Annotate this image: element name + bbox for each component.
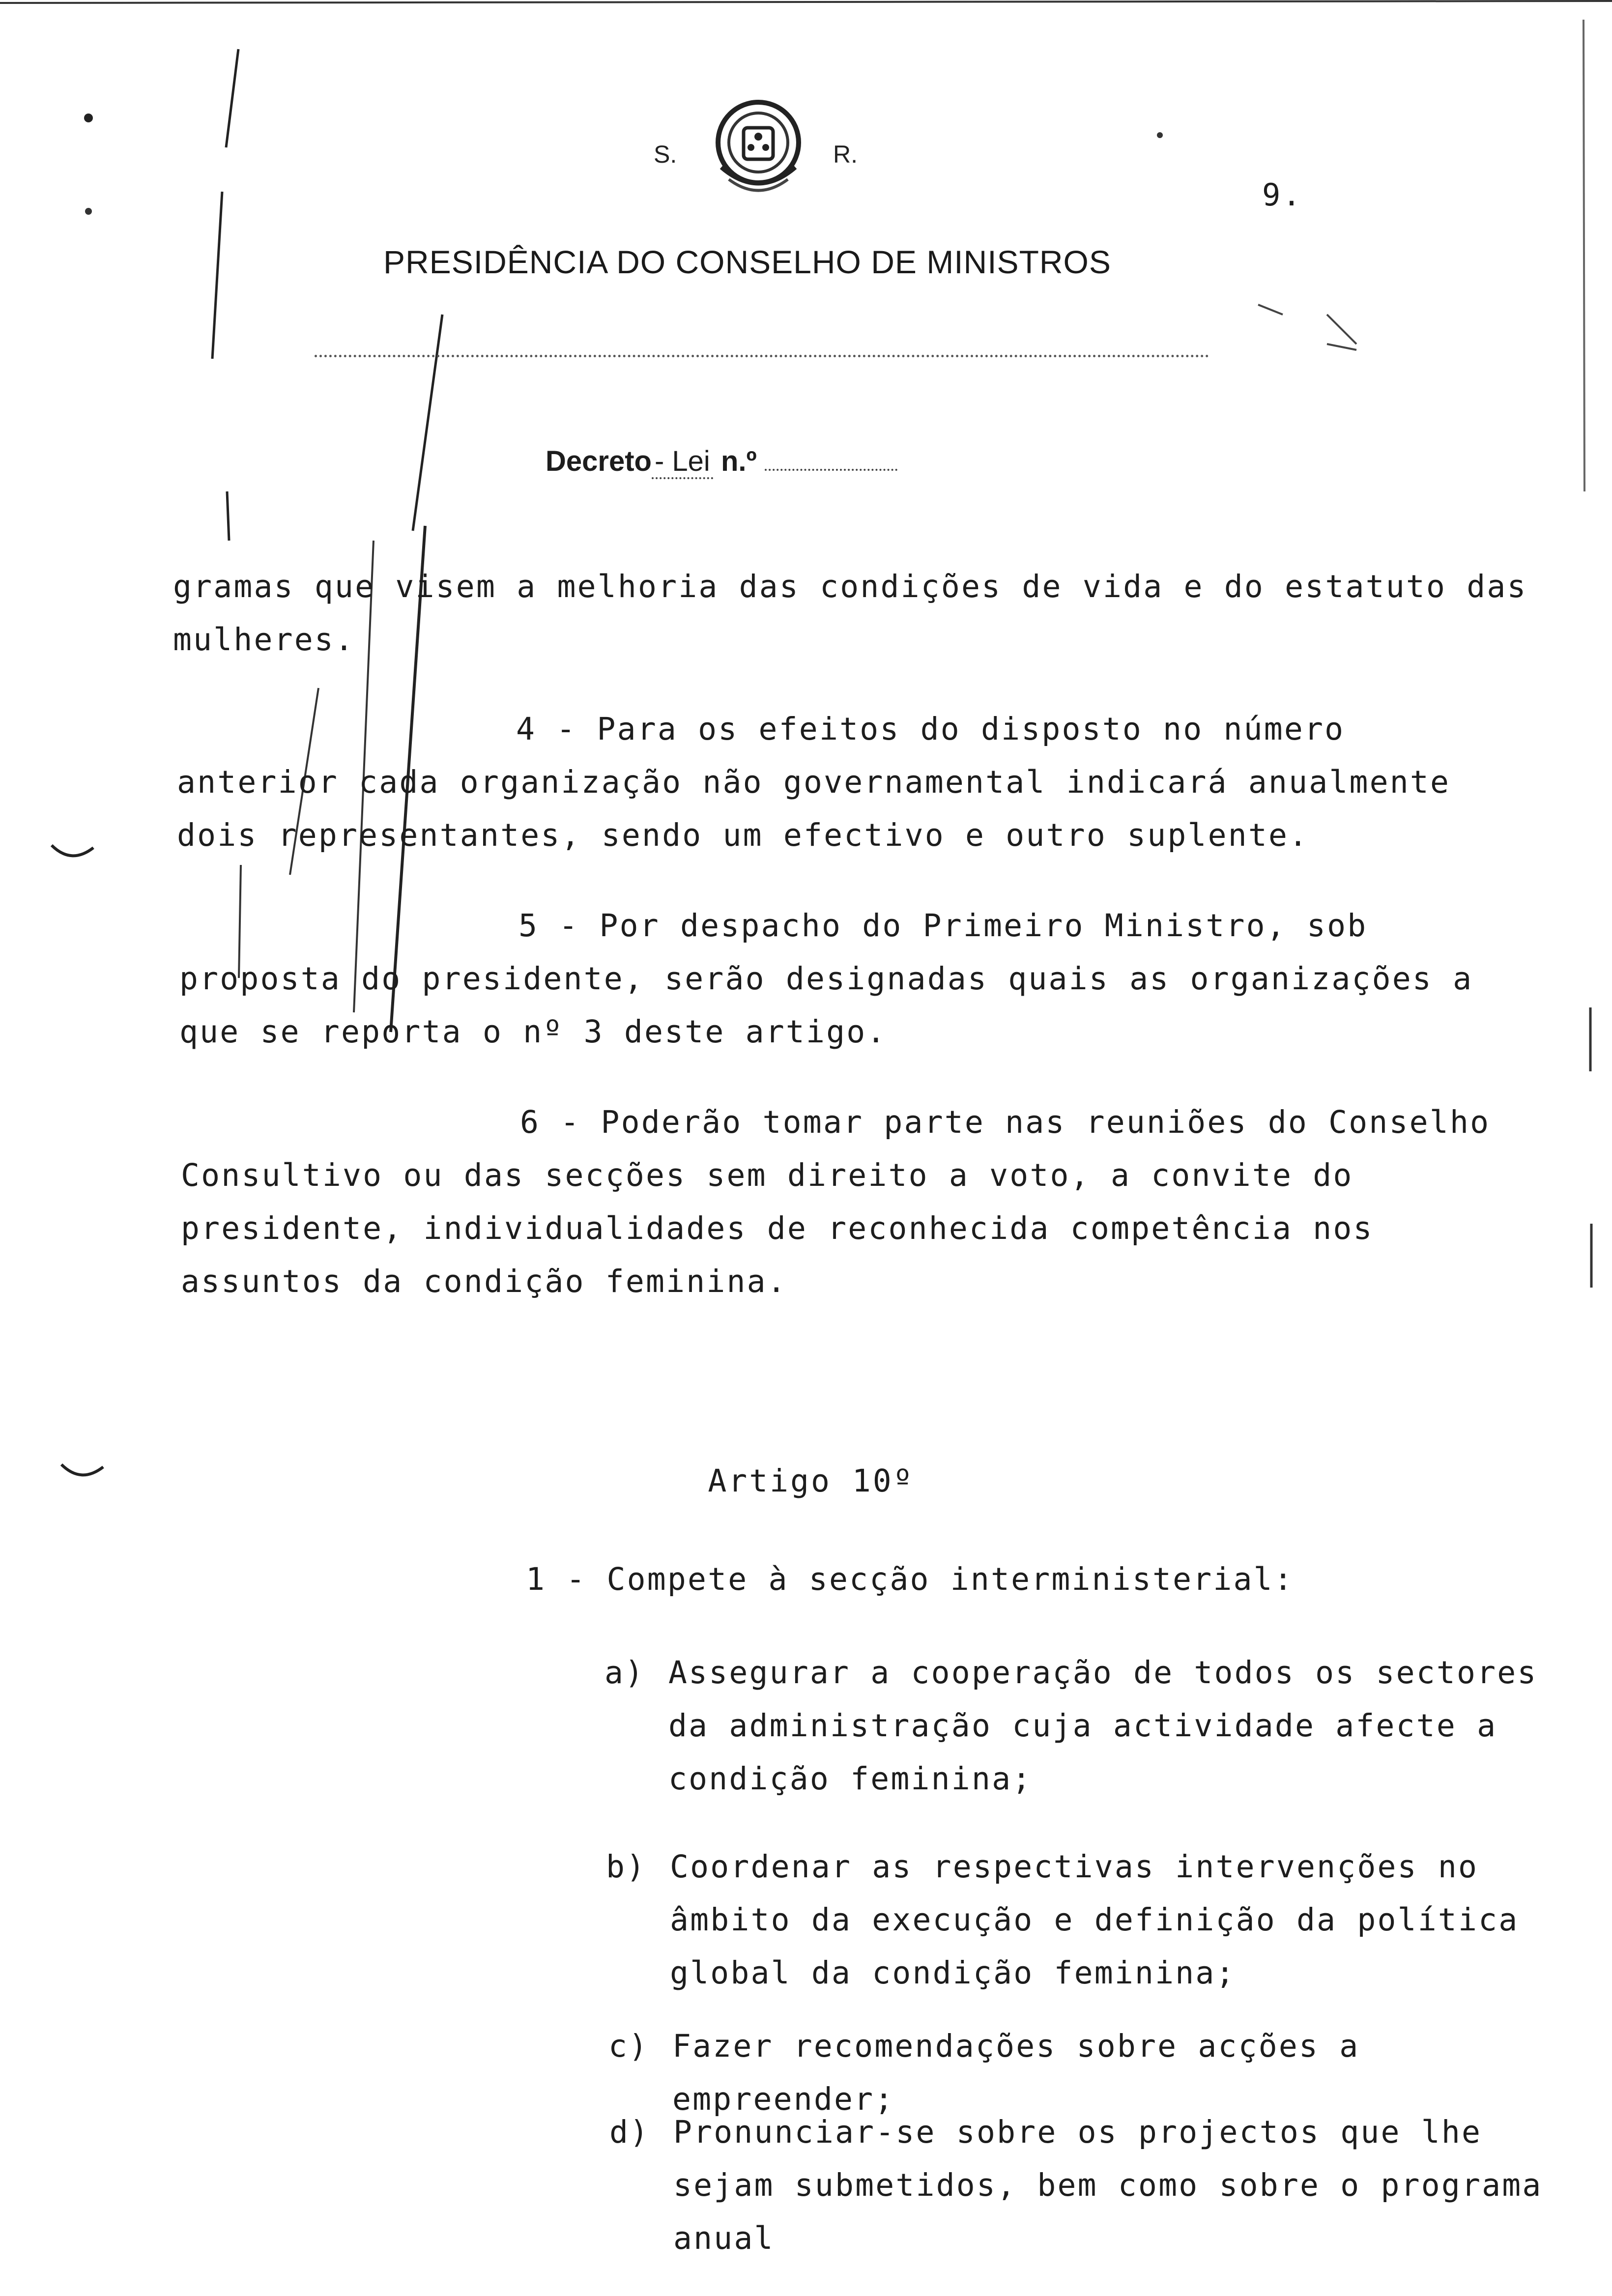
paragraph-4-text: 4 - Para os efeitos do disposto no número anterior cada organização não governamental indicará anualmente dois representantes, sendo um efectivo e outro suplente.: [177, 711, 1451, 853]
ministry-title: PRESIDÊNCIA DO CONSELHO DE MINISTROS: [383, 244, 1111, 280]
decree-number-label: n.º: [720, 445, 757, 477]
decree-prefix: Decreto: [546, 445, 652, 477]
decree-number-blank: [765, 464, 897, 471]
list-item-text: Pronunciar-se sobre os projectos que lhe sejam submetidos, bem como sobre o programa anual: [673, 2114, 1543, 2256]
page-number: 9.: [1262, 177, 1303, 213]
list-item-a: [604, 1646, 1583, 1806]
list-item-label: a): [604, 1655, 645, 1691]
paragraph-3-continuation: gramas que visem a melhoria das condições de vida e do estatuto das mulheres.: [173, 569, 1527, 658]
clause-1-intro: 1 - Compete à secção interministerial:: [526, 1561, 1294, 1597]
paragraph-6: [181, 1096, 1527, 1308]
paragraph-5-text: 5 - Por despacho do Primeiro Ministro, sob proposta do presidente, serão designadas quais as organizações a que se reporta o nº 3 deste artigo.: [179, 908, 1473, 1050]
paragraph-4: [177, 703, 1524, 862]
header-rule: [315, 355, 1209, 357]
list-item-b: [606, 1840, 1584, 2000]
list-item-label: b): [606, 1849, 647, 1885]
decree-line: [546, 445, 897, 478]
list-item-d: [609, 2106, 1587, 2265]
list-item-label: d): [609, 2114, 650, 2150]
list-item-text: Assegurar a cooperação de todos os sectores da administração cuja actividade afecte a condição feminina;: [668, 1655, 1538, 1797]
letterhead-initial-left: S.: [654, 141, 677, 168]
paragraph-5: [179, 899, 1526, 1059]
paragraph-6-text: 6 - Poderão tomar parte nas reuniões do Conselho Consultivo ou das secções sem direito a voto, a convite do presidente, individualidades de reconhecida competência nos assuntos da condição feminina.: [181, 1104, 1491, 1299]
letterhead-initial-right: R.: [833, 141, 858, 168]
list-item-label: c): [608, 2028, 649, 2064]
decree-type: - Lei: [652, 445, 713, 479]
article-heading: Artigo 10º: [708, 1463, 914, 1499]
list-item-text: Coordenar as respectivas intervenções no âmbito da execução e definição da política global da condição feminina;: [670, 1849, 1519, 1991]
list-item-text: Fazer recomendações sobre acções a empreender;: [672, 2028, 1360, 2117]
coat-of-arms-icon: [702, 93, 815, 206]
